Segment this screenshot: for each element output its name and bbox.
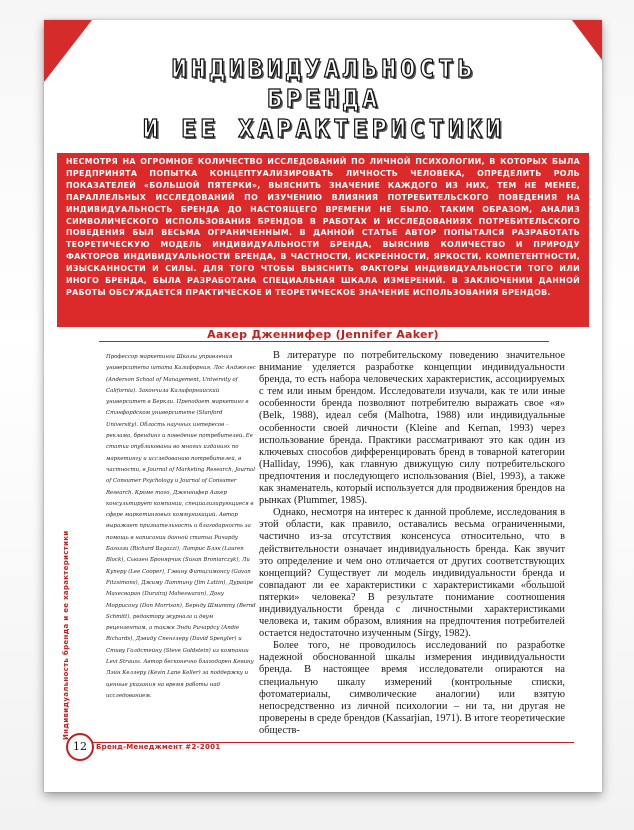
author-divider [99,341,549,342]
magazine-page [44,20,602,792]
article-body [259,350,565,742]
article-title [94,54,554,144]
body-paragraph-3: Более того, не проводилось исследований по разработке надежной обоснованной шкалы измерения индивидуальности бренда. В настоящее время исследователи опираются на специальную шкалу измерений (контрольные списки, фотоматериалы, символические аналогии) или взятую непосредственно из личной психологии – ни та, ни другая не проверены в среде брендов (Kassarjian, 1971). В итоге теоретические обществ- [259,640,565,736]
author-name: Аакер Дженнифер (Jennifer Aaker) [207,328,439,341]
title-line-1: ИНДИВИДУАЛЬНОСТЬ [171,54,477,83]
running-header-vertical: Индивидуальность бренда и ее характеристики [62,530,70,740]
abstract-box: НЕСМОТРЯ НА ОГРОМНОЕ КОЛИЧЕСТВО ИССЛЕДОВАНИЙ ПО ЛИЧНОЙ ПСИХОЛОГИИ, В КОТОРЫХ БЫЛА ПРЕДПРИНЯТА ПОПЫТКА КОНЦЕПТУАЛИЗИРОВАТЬ ЛИЧНОСТЬ ЧЕЛОВЕКА, ОПРЕДЕЛИТЬ РОЛЬ ПОКАЗАТЕЛЕЙ «БОЛЬШОЙ ПЯТЕРКИ», ВЫЯСНИТЬ ЗНАЧЕНИЕ КАЖДОГО ИЗ НИХ, ТЕМ НЕ МЕНЕЕ, ПАРАЛЛЕЛЬНЫХ ИССЛЕДОВАНИЙ ПО ИЗУЧЕНИЮ ВЛИЯНИЯ ПОТРЕБИТЕЛЬСКОГО ПОВЕДЕНИЯ НА ИНДИВИДУАЛЬНОСТЬ БРЕНДА ДО НАСТОЯЩЕГО ВРЕМЕНИ НЕ БЫЛО. ТАКИМ ОБРАЗОМ, АНАЛИЗ СИМВОЛИЧЕСКОГО ИСПОЛЬЗОВАНИЯ БРЕНДОВ В РАБОТАХ И ИССЛЕДОВАНИЯХ ПОТРЕБИТЕЛЬСКОГО ПОВЕДЕНИЯ БЫЛ ВЕСЬМА ОГРАНИЧЕННЫМ. В ДАННОЙ СТАТЬЕ АВТОР ПОПЫТАЛСЯ РАЗРАБОТАТЬ ТЕОРЕТИЧЕСКУЮ МОДЕЛЬ ИНДИВИДУАЛЬНОСТИ БРЕНДА, ВЫЯСНИВ КОЛИЧЕСТВО И ПРИРОДУ ФАКТОРОВ ИНДИВИДУАЛЬНОСТИ БРЕНДА, В ЧАСТНОСТИ, ИСКРЕННОСТИ, ЯРКОСТИ, КОМПЕТЕНТНОСТИ, ИЗЫСКАННОСТИ И СИЛЫ. ДЛЯ ТОГО ЧТОБЫ ВЫЯСНИТЬ ФАКТОРЫ ИНДИВИДУАЛЬНОСТИ ТОГО ИЛИ ИНОГО БРЕНДА, БЫЛА РАЗРАБОТАНА СПЕЦИАЛЬНАЯ ШКАЛА ИЗМЕРЕНИЙ. В ЗАКЛЮЧЕНИИ ДАННОЙ РАБОТЫ ОБСУЖДАЕТСЯ ПРАКТИЧЕСКОЕ И ТЕОРЕТИЧЕСКОЕ ЗНАЧЕНИЕ ИСПОЛЬЗОВАНИЯ БРЕНДОВ. [57,153,589,327]
corner-decoration-right [572,20,602,60]
author-bio: Профессор маркетинга Школы управления университета штата Калифорния, Лос Анджелес (Anderson School of Management, University of California). Закончила Калифорнийский университет в Беркли. Преподает маркетинг в Стэнфордском университете (Stanford University). Область научных интересов – реклама, брендинг и поведение потребителей. Ее статьи опубликованы во многих изданиях по маркетингу и исследованию потребителей, в частности, в Journal of Marketing Research, Journal of Consumer Psychology и Journal of Consumer Research. Кроме того, Дженнифер Аакер консультирует компании, специализирующиеся в сфере маркетинговых коммуникаций. Автор выражает признательность и благодарность за помощь в написании данной статьи Ричарду Багоззи (Richard Bagozzi), Латрис Блэк (Lauren Block), Сьюзен Бронярчик (Susan Broniarczyk), Ли Куперу (Lee Cooper), Гэвину Фитцсимонсу (Gavan Fitzsimons), Джиму Латтину (Jim Lattin), Дурайре Махесваран (Durairaj Maheswaran), Дону Моррисону (Don Morrison), Бернду Шмитту (Bernd Schmitt), редактору журнала и двум рецензентам, а также Энди Ричардсу (Andie Richards), Дэвиду Спенглеру (David Spengler) и Стиву Голдстейну (Steve Goldstein) из компании Levi Strauss. Автор бесконечно благодарен Кевину Лэйн Келлеру (Kevin Lane Keller) за поддержку и ценные указания на время работы над исследованием. [106,354,256,699]
body-paragraph-2: Однако, несмотря на интерес к данной проблеме, исследования в этой области, как правило, оставались весьма ограниченными, частично из-за отсутствия консенсуса относительно, что в действительности означает индивидуальность бренда. Как звучит это определение и чем оно отличается от других соответствующих концепций? Существует ли модель индивидуальности бренда и совпадают ли ее характеристики с характеристиками «большой пятерки» человека? В результате понимание соотношения индивидуальности бренда с личностными характеристиками человека и, таким образом, влияния на предпочтения потребителей остается недостаточно изученным (Sirgy, 1982). [259,507,565,640]
journal-footer: Бренд-Менеджмент #2-2001 [96,743,221,751]
corner-decoration-left [44,20,92,82]
body-paragraph-1: В литературе по потребительскому поведению значительное внимание уделяется разработке концепции индивидуальности бренда, то есть набора человеческих характеристик, ассоциируемых с тем или иным брендом. Исследователи изучали, как те или иные особенности бренда позволяют потребителю выражать свое «я» (Belk, 1988), идеал себя (Malhotra, 1988) или индивидуальные особенности своей личности (Kleine and Kernan, 1993) через использование бренда. Практики рассматривают это как один из ключевых способов дифференцировать бренд в товарной категории (Halliday, 1996), как главную движущую силу потребительского предпочтения и последующего использования (Biel, 1993), а также как знаменатель, который используется для продвижения брендов на рынках (Plummer, 1985). [259,350,565,507]
title-line-3: И ЕЕ ХАРАКТЕРИСТИКИ [143,114,505,143]
title-line-2: БРЕНДА [266,84,382,113]
page-number: 12 [66,733,94,761]
